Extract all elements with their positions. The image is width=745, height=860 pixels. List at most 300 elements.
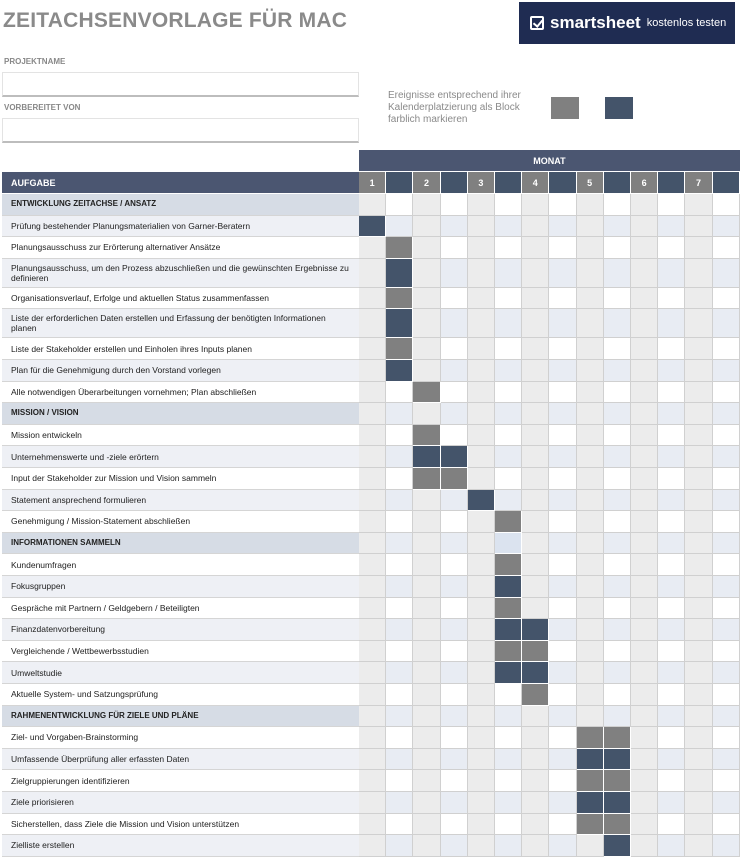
timeline-cell[interactable] bbox=[468, 641, 495, 663]
timeline-cell[interactable] bbox=[495, 194, 522, 216]
timeline-cell-filled[interactable] bbox=[386, 237, 413, 259]
timeline-cell[interactable] bbox=[359, 511, 386, 533]
timeline-cell-filled[interactable] bbox=[495, 641, 522, 663]
timeline-cell[interactable] bbox=[713, 814, 740, 836]
timeline-cell[interactable] bbox=[441, 727, 468, 749]
timeline-cell[interactable] bbox=[577, 706, 604, 728]
timeline-cell[interactable] bbox=[441, 706, 468, 728]
timeline-cell[interactable] bbox=[713, 662, 740, 684]
timeline-cell[interactable] bbox=[359, 792, 386, 814]
timeline-cell[interactable] bbox=[522, 727, 549, 749]
timeline-cell[interactable] bbox=[685, 770, 712, 792]
timeline-cell[interactable] bbox=[685, 662, 712, 684]
timeline-cell[interactable] bbox=[631, 468, 658, 490]
timeline-cell[interactable] bbox=[658, 619, 685, 641]
timeline-cell[interactable] bbox=[522, 338, 549, 360]
timeline-cell[interactable] bbox=[522, 446, 549, 468]
timeline-cell[interactable] bbox=[495, 259, 522, 288]
timeline-cell[interactable] bbox=[359, 259, 386, 288]
timeline-cell[interactable] bbox=[685, 468, 712, 490]
timeline-cell[interactable] bbox=[359, 468, 386, 490]
timeline-cell[interactable] bbox=[577, 684, 604, 706]
timeline-cell[interactable] bbox=[631, 511, 658, 533]
timeline-cell[interactable] bbox=[658, 237, 685, 259]
timeline-cell[interactable] bbox=[549, 835, 576, 857]
timeline-cell[interactable] bbox=[413, 792, 440, 814]
timeline-cell[interactable] bbox=[685, 446, 712, 468]
timeline-cell[interactable] bbox=[495, 684, 522, 706]
timeline-cell[interactable] bbox=[441, 338, 468, 360]
timeline-cell[interactable] bbox=[631, 554, 658, 576]
timeline-cell[interactable] bbox=[386, 382, 413, 404]
timeline-cell[interactable] bbox=[386, 446, 413, 468]
timeline-cell[interactable] bbox=[468, 835, 495, 857]
timeline-cell[interactable] bbox=[468, 338, 495, 360]
timeline-cell[interactable] bbox=[685, 237, 712, 259]
timeline-cell[interactable] bbox=[359, 338, 386, 360]
timeline-cell[interactable] bbox=[631, 338, 658, 360]
timeline-cell[interactable] bbox=[713, 382, 740, 404]
timeline-cell-filled[interactable] bbox=[413, 425, 440, 447]
timeline-cell[interactable] bbox=[631, 749, 658, 771]
timeline-cell-filled[interactable] bbox=[441, 446, 468, 468]
timeline-cell[interactable] bbox=[359, 706, 386, 728]
timeline-cell[interactable] bbox=[359, 770, 386, 792]
timeline-cell[interactable] bbox=[386, 194, 413, 216]
timeline-cell[interactable] bbox=[658, 576, 685, 598]
timeline-cell-filled[interactable] bbox=[577, 749, 604, 771]
timeline-cell[interactable] bbox=[386, 554, 413, 576]
timeline-cell[interactable] bbox=[658, 706, 685, 728]
timeline-cell[interactable] bbox=[522, 360, 549, 382]
timeline-cell[interactable] bbox=[495, 814, 522, 836]
timeline-cell[interactable] bbox=[549, 770, 576, 792]
timeline-cell-filled[interactable] bbox=[604, 727, 631, 749]
timeline-cell-filled[interactable] bbox=[441, 468, 468, 490]
timeline-cell[interactable] bbox=[468, 770, 495, 792]
timeline-cell-filled[interactable] bbox=[604, 749, 631, 771]
timeline-cell-filled[interactable] bbox=[604, 792, 631, 814]
timeline-cell[interactable] bbox=[468, 576, 495, 598]
timeline-cell[interactable] bbox=[522, 403, 549, 425]
timeline-cell[interactable] bbox=[577, 468, 604, 490]
timeline-cell[interactable] bbox=[413, 727, 440, 749]
timeline-cell[interactable] bbox=[549, 684, 576, 706]
timeline-cell[interactable] bbox=[713, 288, 740, 310]
timeline-cell[interactable] bbox=[468, 288, 495, 310]
timeline-cell[interactable] bbox=[386, 511, 413, 533]
timeline-cell[interactable] bbox=[441, 770, 468, 792]
timeline-cell[interactable] bbox=[522, 194, 549, 216]
timeline-cell[interactable] bbox=[495, 309, 522, 338]
timeline-cell[interactable] bbox=[441, 490, 468, 512]
timeline-cell[interactable] bbox=[685, 749, 712, 771]
timeline-cell[interactable] bbox=[631, 425, 658, 447]
timeline-cell[interactable] bbox=[685, 425, 712, 447]
timeline-cell[interactable] bbox=[577, 288, 604, 310]
timeline-cell[interactable] bbox=[413, 641, 440, 663]
timeline-cell[interactable] bbox=[359, 554, 386, 576]
timeline-cell[interactable] bbox=[413, 749, 440, 771]
timeline-cell[interactable] bbox=[413, 490, 440, 512]
timeline-cell[interactable] bbox=[468, 468, 495, 490]
timeline-cell[interactable] bbox=[658, 468, 685, 490]
timeline-cell[interactable] bbox=[658, 288, 685, 310]
timeline-cell[interactable] bbox=[441, 576, 468, 598]
timeline-cell[interactable] bbox=[468, 259, 495, 288]
timeline-cell[interactable] bbox=[413, 360, 440, 382]
timeline-cell-filled[interactable] bbox=[468, 490, 495, 512]
timeline-cell[interactable] bbox=[713, 194, 740, 216]
timeline-cell[interactable] bbox=[631, 360, 658, 382]
project-name-input[interactable] bbox=[2, 72, 359, 97]
timeline-cell[interactable] bbox=[495, 727, 522, 749]
timeline-cell[interactable] bbox=[604, 641, 631, 663]
timeline-cell[interactable] bbox=[549, 216, 576, 238]
timeline-cell[interactable] bbox=[468, 749, 495, 771]
timeline-cell[interactable] bbox=[549, 576, 576, 598]
timeline-cell[interactable] bbox=[386, 425, 413, 447]
timeline-cell[interactable] bbox=[386, 814, 413, 836]
timeline-cell[interactable] bbox=[631, 770, 658, 792]
timeline-cell[interactable] bbox=[631, 309, 658, 338]
timeline-cell[interactable] bbox=[495, 706, 522, 728]
timeline-cell[interactable] bbox=[549, 360, 576, 382]
timeline-cell[interactable] bbox=[604, 446, 631, 468]
timeline-cell-filled[interactable] bbox=[604, 835, 631, 857]
timeline-cell[interactable] bbox=[658, 511, 685, 533]
timeline-cell[interactable] bbox=[713, 598, 740, 620]
timeline-cell[interactable] bbox=[522, 309, 549, 338]
timeline-cell[interactable] bbox=[441, 641, 468, 663]
timeline-cell[interactable] bbox=[495, 360, 522, 382]
timeline-cell[interactable] bbox=[685, 533, 712, 555]
timeline-cell[interactable] bbox=[386, 749, 413, 771]
timeline-cell[interactable] bbox=[604, 576, 631, 598]
timeline-cell[interactable] bbox=[468, 216, 495, 238]
timeline-cell-filled[interactable] bbox=[522, 662, 549, 684]
timeline-cell[interactable] bbox=[577, 533, 604, 555]
timeline-cell[interactable] bbox=[468, 425, 495, 447]
timeline-cell[interactable] bbox=[604, 511, 631, 533]
timeline-cell[interactable] bbox=[577, 490, 604, 512]
timeline-cell[interactable] bbox=[685, 403, 712, 425]
timeline-cell[interactable] bbox=[522, 288, 549, 310]
timeline-cell-filled[interactable] bbox=[386, 259, 413, 288]
timeline-cell[interactable] bbox=[468, 792, 495, 814]
timeline-cell[interactable] bbox=[713, 554, 740, 576]
timeline-cell[interactable] bbox=[658, 641, 685, 663]
timeline-cell[interactable] bbox=[522, 749, 549, 771]
timeline-cell[interactable] bbox=[522, 576, 549, 598]
timeline-cell[interactable] bbox=[413, 533, 440, 555]
timeline-cell[interactable] bbox=[468, 684, 495, 706]
timeline-cell[interactable] bbox=[631, 382, 658, 404]
timeline-cell[interactable] bbox=[713, 309, 740, 338]
timeline-cell[interactable] bbox=[604, 288, 631, 310]
timeline-cell[interactable] bbox=[713, 749, 740, 771]
timeline-cell[interactable] bbox=[631, 237, 658, 259]
timeline-cell[interactable] bbox=[658, 598, 685, 620]
timeline-cell[interactable] bbox=[713, 576, 740, 598]
timeline-cell[interactable] bbox=[413, 309, 440, 338]
timeline-cell[interactable] bbox=[522, 216, 549, 238]
timeline-cell[interactable] bbox=[522, 468, 549, 490]
timeline-cell[interactable] bbox=[577, 554, 604, 576]
timeline-cell-filled[interactable] bbox=[495, 598, 522, 620]
timeline-cell[interactable] bbox=[631, 194, 658, 216]
timeline-cell-filled[interactable] bbox=[386, 288, 413, 310]
timeline-cell[interactable] bbox=[658, 194, 685, 216]
timeline-cell[interactable] bbox=[685, 194, 712, 216]
timeline-cell[interactable] bbox=[549, 468, 576, 490]
timeline-cell[interactable] bbox=[713, 533, 740, 555]
timeline-cell[interactable] bbox=[713, 360, 740, 382]
timeline-cell[interactable] bbox=[685, 814, 712, 836]
timeline-cell[interactable] bbox=[495, 770, 522, 792]
timeline-cell[interactable] bbox=[386, 468, 413, 490]
timeline-cell[interactable] bbox=[658, 309, 685, 338]
timeline-cell[interactable] bbox=[713, 770, 740, 792]
timeline-cell[interactable] bbox=[604, 533, 631, 555]
timeline-cell[interactable] bbox=[441, 511, 468, 533]
timeline-cell[interactable] bbox=[468, 446, 495, 468]
timeline-cell[interactable] bbox=[549, 792, 576, 814]
timeline-cell[interactable] bbox=[441, 598, 468, 620]
timeline-cell[interactable] bbox=[685, 576, 712, 598]
timeline-cell[interactable] bbox=[413, 237, 440, 259]
timeline-cell[interactable] bbox=[549, 309, 576, 338]
timeline-cell[interactable] bbox=[685, 641, 712, 663]
timeline-cell[interactable] bbox=[413, 338, 440, 360]
timeline-cell[interactable] bbox=[631, 792, 658, 814]
timeline-cell[interactable] bbox=[604, 216, 631, 238]
timeline-cell[interactable] bbox=[522, 425, 549, 447]
timeline-cell[interactable] bbox=[441, 382, 468, 404]
timeline-cell[interactable] bbox=[549, 727, 576, 749]
timeline-cell[interactable] bbox=[577, 446, 604, 468]
timeline-cell[interactable] bbox=[468, 194, 495, 216]
timeline-cell[interactable] bbox=[495, 338, 522, 360]
timeline-cell-filled[interactable] bbox=[413, 468, 440, 490]
timeline-cell[interactable] bbox=[604, 619, 631, 641]
timeline-cell[interactable] bbox=[549, 749, 576, 771]
timeline-cell[interactable] bbox=[713, 619, 740, 641]
timeline-cell[interactable] bbox=[577, 338, 604, 360]
timeline-cell[interactable] bbox=[495, 749, 522, 771]
timeline-cell[interactable] bbox=[631, 576, 658, 598]
timeline-cell[interactable] bbox=[549, 533, 576, 555]
timeline-cell[interactable] bbox=[359, 490, 386, 512]
timeline-cell[interactable] bbox=[441, 619, 468, 641]
timeline-cell[interactable] bbox=[441, 259, 468, 288]
timeline-cell[interactable] bbox=[658, 446, 685, 468]
timeline-cell[interactable] bbox=[359, 288, 386, 310]
timeline-cell[interactable] bbox=[658, 835, 685, 857]
timeline-cell[interactable] bbox=[359, 619, 386, 641]
timeline-cell[interactable] bbox=[441, 792, 468, 814]
timeline-cell[interactable] bbox=[658, 490, 685, 512]
timeline-cell[interactable] bbox=[604, 554, 631, 576]
timeline-cell[interactable] bbox=[386, 641, 413, 663]
timeline-cell-filled[interactable] bbox=[413, 382, 440, 404]
timeline-cell-filled[interactable] bbox=[522, 641, 549, 663]
timeline-cell[interactable] bbox=[441, 554, 468, 576]
timeline-cell[interactable] bbox=[468, 309, 495, 338]
timeline-cell[interactable] bbox=[685, 619, 712, 641]
timeline-cell[interactable] bbox=[577, 403, 604, 425]
timeline-cell[interactable] bbox=[685, 684, 712, 706]
timeline-cell[interactable] bbox=[549, 194, 576, 216]
timeline-cell[interactable] bbox=[522, 259, 549, 288]
timeline-cell[interactable] bbox=[713, 641, 740, 663]
timeline-cell[interactable] bbox=[604, 684, 631, 706]
timeline-cell[interactable] bbox=[413, 598, 440, 620]
timeline-cell[interactable] bbox=[713, 706, 740, 728]
timeline-cell[interactable] bbox=[658, 382, 685, 404]
timeline-cell[interactable] bbox=[495, 446, 522, 468]
timeline-cell[interactable] bbox=[413, 814, 440, 836]
timeline-cell[interactable] bbox=[359, 835, 386, 857]
timeline-cell[interactable] bbox=[604, 259, 631, 288]
timeline-cell[interactable] bbox=[658, 792, 685, 814]
timeline-cell[interactable] bbox=[441, 309, 468, 338]
timeline-cell[interactable] bbox=[441, 662, 468, 684]
timeline-cell[interactable] bbox=[522, 814, 549, 836]
timeline-cell[interactable] bbox=[658, 533, 685, 555]
timeline-cell-filled[interactable] bbox=[359, 216, 386, 238]
timeline-cell[interactable] bbox=[359, 727, 386, 749]
timeline-cell[interactable] bbox=[604, 468, 631, 490]
timeline-cell[interactable] bbox=[359, 749, 386, 771]
timeline-cell[interactable] bbox=[685, 288, 712, 310]
timeline-cell[interactable] bbox=[549, 237, 576, 259]
timeline-cell[interactable] bbox=[577, 641, 604, 663]
timeline-cell[interactable] bbox=[441, 288, 468, 310]
timeline-cell[interactable] bbox=[631, 446, 658, 468]
timeline-cell-filled[interactable] bbox=[386, 309, 413, 338]
timeline-cell[interactable] bbox=[413, 216, 440, 238]
timeline-cell[interactable] bbox=[713, 259, 740, 288]
timeline-cell-filled[interactable] bbox=[495, 576, 522, 598]
timeline-cell[interactable] bbox=[577, 576, 604, 598]
timeline-cell[interactable] bbox=[549, 814, 576, 836]
timeline-cell[interactable] bbox=[441, 194, 468, 216]
timeline-cell[interactable] bbox=[685, 490, 712, 512]
timeline-cell-filled[interactable] bbox=[577, 792, 604, 814]
timeline-cell[interactable] bbox=[468, 727, 495, 749]
timeline-cell[interactable] bbox=[713, 403, 740, 425]
timeline-cell[interactable] bbox=[577, 835, 604, 857]
timeline-cell[interactable] bbox=[359, 684, 386, 706]
timeline-cell[interactable] bbox=[468, 511, 495, 533]
timeline-cell[interactable] bbox=[549, 511, 576, 533]
timeline-cell[interactable] bbox=[386, 576, 413, 598]
timeline-cell[interactable] bbox=[495, 490, 522, 512]
timeline-cell[interactable] bbox=[468, 814, 495, 836]
timeline-cell[interactable] bbox=[441, 237, 468, 259]
timeline-cell[interactable] bbox=[468, 554, 495, 576]
timeline-cell[interactable] bbox=[413, 554, 440, 576]
timeline-cell[interactable] bbox=[386, 533, 413, 555]
timeline-cell-filled[interactable] bbox=[604, 770, 631, 792]
timeline-cell-filled[interactable] bbox=[522, 619, 549, 641]
timeline-cell[interactable] bbox=[522, 554, 549, 576]
timeline-cell[interactable] bbox=[685, 706, 712, 728]
timeline-cell[interactable] bbox=[658, 554, 685, 576]
timeline-cell[interactable] bbox=[359, 814, 386, 836]
timeline-cell[interactable] bbox=[713, 792, 740, 814]
timeline-cell[interactable] bbox=[631, 598, 658, 620]
timeline-cell[interactable] bbox=[522, 490, 549, 512]
timeline-cell[interactable] bbox=[386, 662, 413, 684]
timeline-cell[interactable] bbox=[577, 619, 604, 641]
timeline-cell[interactable] bbox=[604, 662, 631, 684]
timeline-cell[interactable] bbox=[658, 814, 685, 836]
timeline-cell[interactable] bbox=[577, 425, 604, 447]
timeline-cell[interactable] bbox=[604, 309, 631, 338]
timeline-cell[interactable] bbox=[386, 403, 413, 425]
timeline-cell[interactable] bbox=[631, 662, 658, 684]
timeline-cell[interactable] bbox=[413, 619, 440, 641]
timeline-cell[interactable] bbox=[441, 835, 468, 857]
timeline-cell[interactable] bbox=[658, 684, 685, 706]
timeline-cell[interactable] bbox=[685, 216, 712, 238]
timeline-cell[interactable] bbox=[658, 360, 685, 382]
timeline-cell[interactable] bbox=[441, 216, 468, 238]
timeline-cell[interactable] bbox=[359, 533, 386, 555]
timeline-cell[interactable] bbox=[468, 662, 495, 684]
timeline-cell[interactable] bbox=[359, 360, 386, 382]
timeline-cell[interactable] bbox=[413, 662, 440, 684]
timeline-cell[interactable] bbox=[359, 425, 386, 447]
timeline-cell[interactable] bbox=[658, 425, 685, 447]
timeline-cell[interactable] bbox=[685, 360, 712, 382]
timeline-cell[interactable] bbox=[441, 403, 468, 425]
timeline-cell[interactable] bbox=[441, 533, 468, 555]
timeline-cell[interactable] bbox=[495, 425, 522, 447]
timeline-cell[interactable] bbox=[631, 814, 658, 836]
timeline-cell[interactable] bbox=[495, 468, 522, 490]
timeline-cell[interactable] bbox=[713, 468, 740, 490]
timeline-cell[interactable] bbox=[359, 662, 386, 684]
timeline-cell-filled[interactable] bbox=[495, 619, 522, 641]
timeline-cell-filled[interactable] bbox=[495, 511, 522, 533]
timeline-cell[interactable] bbox=[631, 288, 658, 310]
timeline-cell[interactable] bbox=[713, 727, 740, 749]
timeline-cell[interactable] bbox=[604, 338, 631, 360]
timeline-cell[interactable] bbox=[658, 216, 685, 238]
timeline-cell[interactable] bbox=[549, 338, 576, 360]
timeline-cell[interactable] bbox=[658, 259, 685, 288]
timeline-cell[interactable] bbox=[359, 403, 386, 425]
timeline-cell[interactable] bbox=[685, 259, 712, 288]
timeline-cell[interactable] bbox=[386, 792, 413, 814]
prepared-by-input[interactable] bbox=[2, 118, 359, 143]
timeline-cell[interactable] bbox=[631, 727, 658, 749]
timeline-cell[interactable] bbox=[359, 598, 386, 620]
timeline-cell[interactable] bbox=[359, 576, 386, 598]
timeline-cell[interactable] bbox=[549, 288, 576, 310]
timeline-cell[interactable] bbox=[495, 792, 522, 814]
timeline-cell[interactable] bbox=[413, 511, 440, 533]
timeline-cell[interactable] bbox=[577, 259, 604, 288]
timeline-cell[interactable] bbox=[441, 749, 468, 771]
timeline-cell[interactable] bbox=[631, 403, 658, 425]
timeline-cell[interactable] bbox=[413, 403, 440, 425]
timeline-cell[interactable] bbox=[413, 835, 440, 857]
timeline-cell[interactable] bbox=[577, 598, 604, 620]
